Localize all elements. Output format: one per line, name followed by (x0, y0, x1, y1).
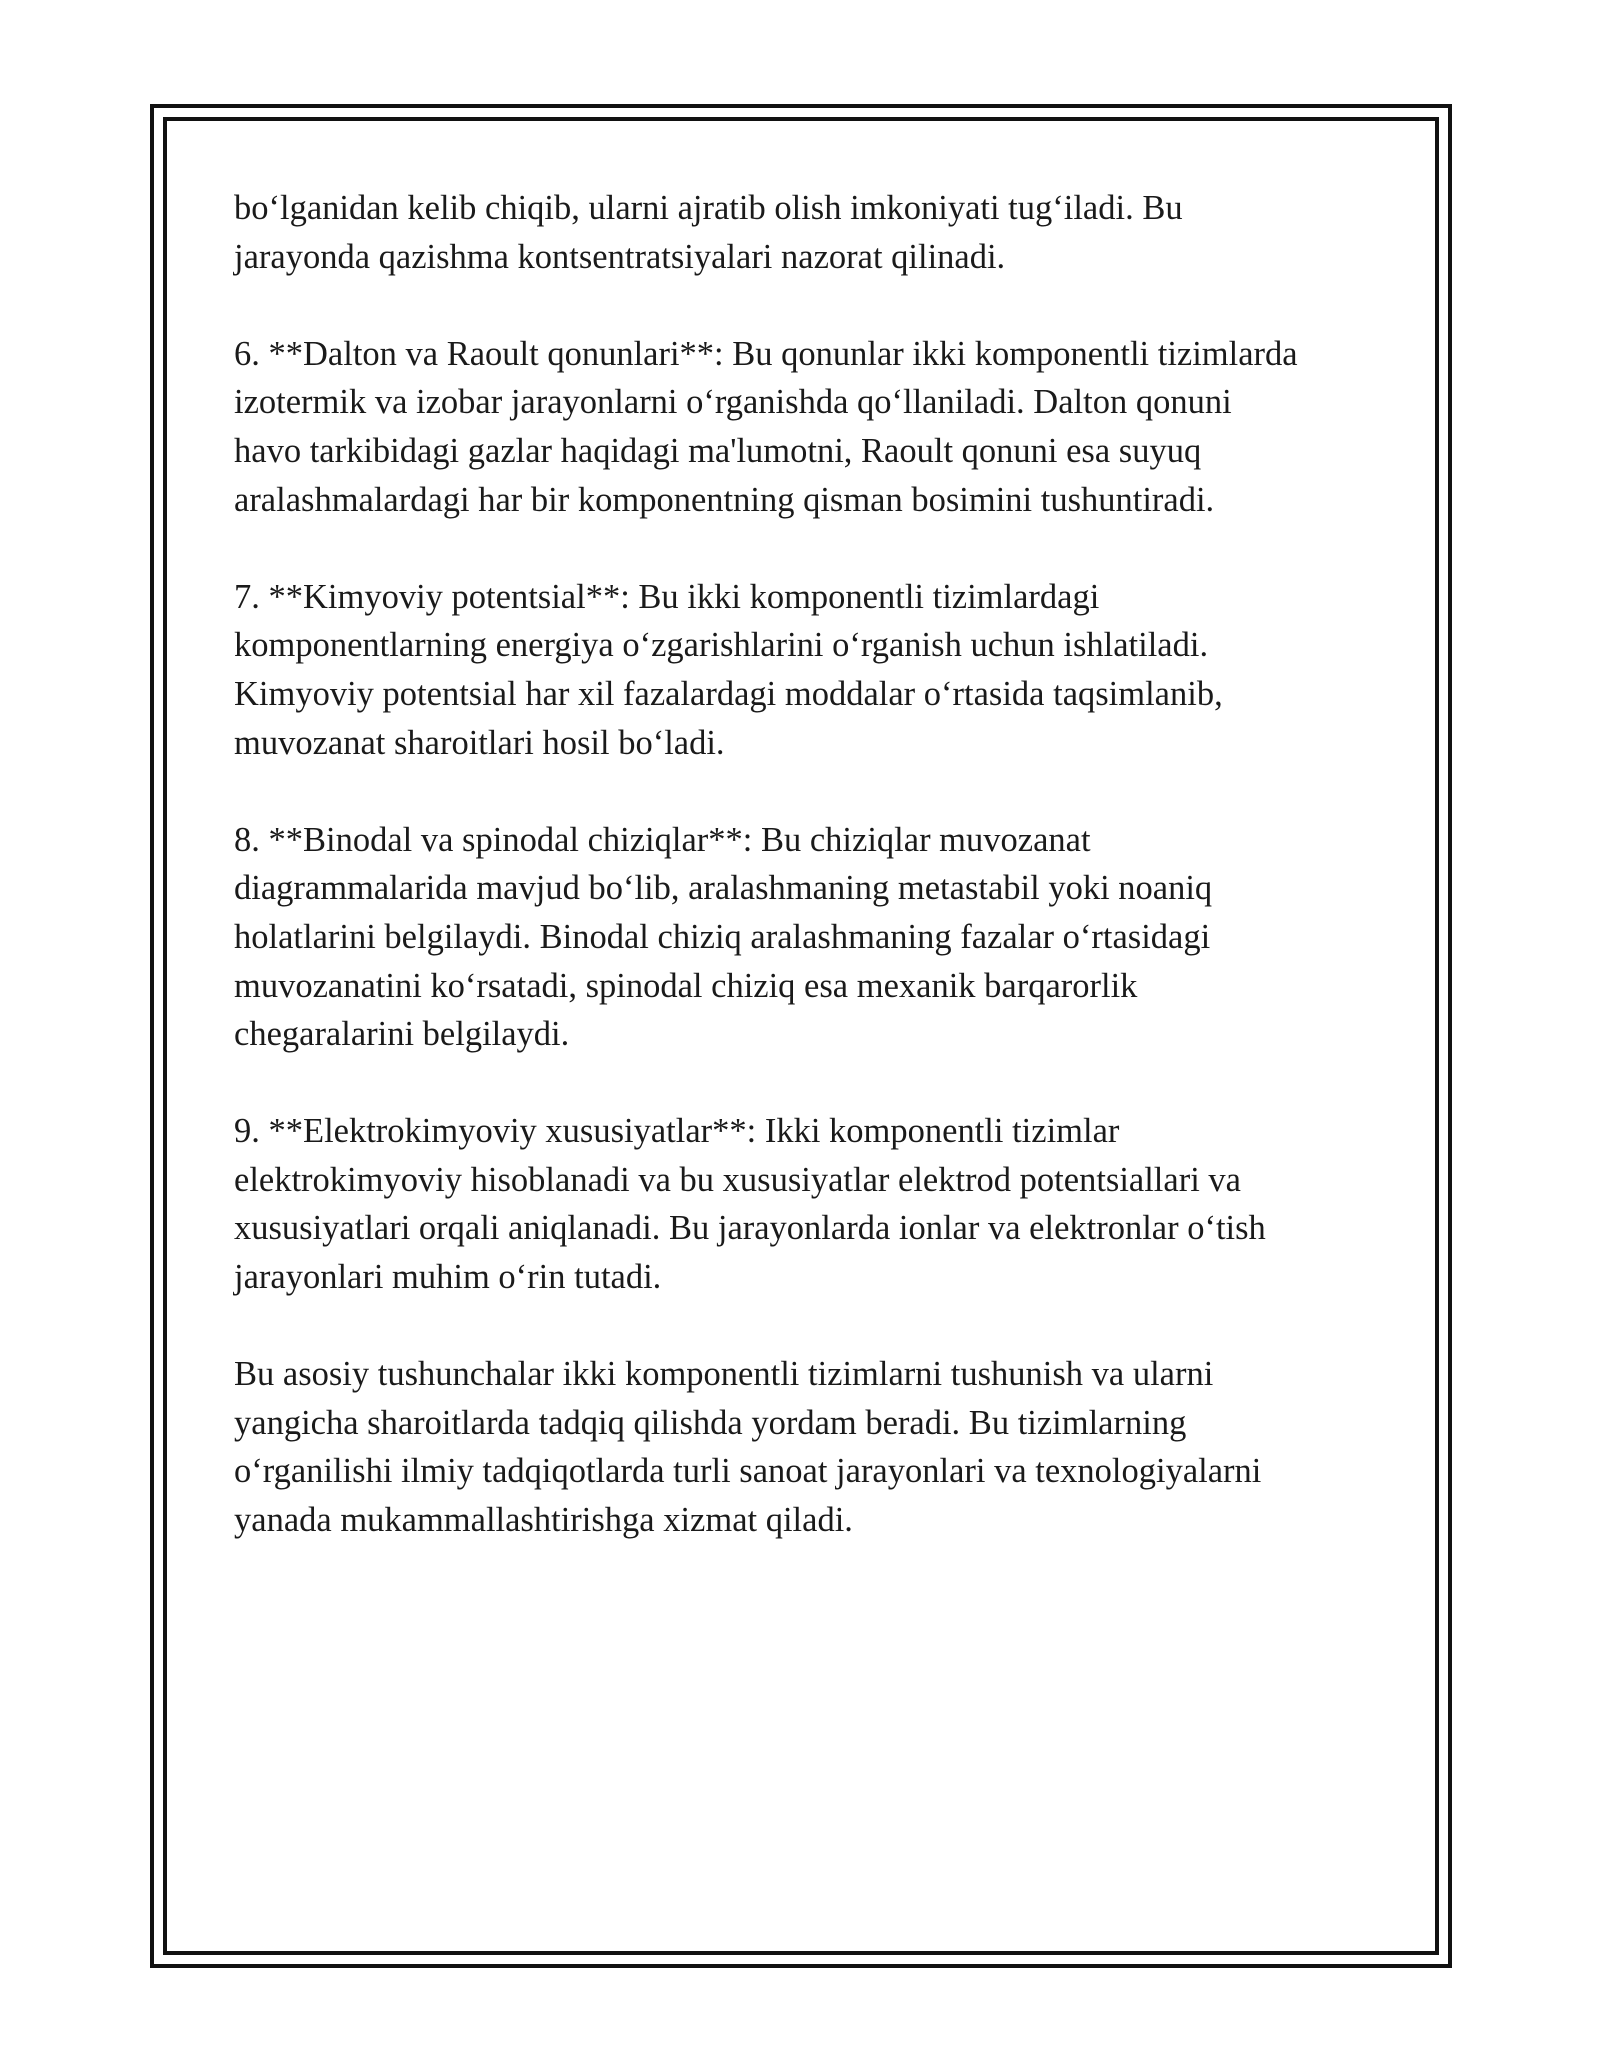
paragraph-continuation: bo‘lganidan kelib chiqib, ularni ajratib olish imkoniyati tug‘iladi. Bu jarayonda qazishma kontsentratsiyalari nazorat qilinadi. (234, 189, 1183, 276)
document-body (234, 184, 1380, 1593)
paragraph-item-9-electrochemical: 9. **Elektrokimyoviy xususiyatlar**: Ikki komponentli tizimlar elektrokimyoviy hisoblanadi va bu xususiyatlar elektrod potentsiallari va xususiyatlari orqali aniqlanadi. Bu jarayonlarda ionlar va elektronlar o‘tish jarayonlari muhim o‘rin tutadi. (234, 1112, 1266, 1297)
paragraph-item-7-chemical-potential: 7. **Kimyoviy potentsial**: Bu ikki komponentli tizimlardagi komponentlarning energiya o‘zgarishlarini o‘rganish uchun ishlatiladi. Kimyoviy potentsial har xil fazalardagi moddalar o‘rtasida taqsimlanib, muvozanat sharoitlari hosil bo‘ladi. (234, 577, 1223, 762)
paragraph-conclusion: Bu asosiy tushunchalar ikki komponentli tizimlarni tushunish va ularni yangicha sharoitlarda tadqiq qilishda yordam beradi. Bu tizimlarning o‘rganilishi ilmiy tadqiqotlarda turli sanoat jarayonlari va texnologiyalarni yanada mukammallashtirishga xizmat qiladi. (234, 1355, 1262, 1540)
paragraph-item-6-dalton-raoult: 6. **Dalton va Raoult qonunlari**: Bu qonunlar ikki komponentli tizimlarda izotermik va izobar jarayonlarni o‘rganishda qo‘llaniladi. Dalton qonuni havo tarkibidagi gazlar haqidagi ma'lumotni, Raoult qonuni esa suyuq aralashmalardagi har bir komponentning qisman bosimini tushuntiradi. (234, 334, 1298, 519)
paragraph-item-8-binodal-spinodal: 8. **Binodal va spinodal chiziqlar**: Bu chiziqlar muvozanat diagrammalarida mavjud bo‘lib, aralashmaning metastabil yoki noaniq holatlarini belgilaydi. Binodal chiziq aralashmaning fazalar o‘rtasidagi muvozanatini ko‘rsatadi, spinodal chiziq esa mexanik barqarorlik chegaralarini belgilaydi. (234, 820, 1213, 1054)
